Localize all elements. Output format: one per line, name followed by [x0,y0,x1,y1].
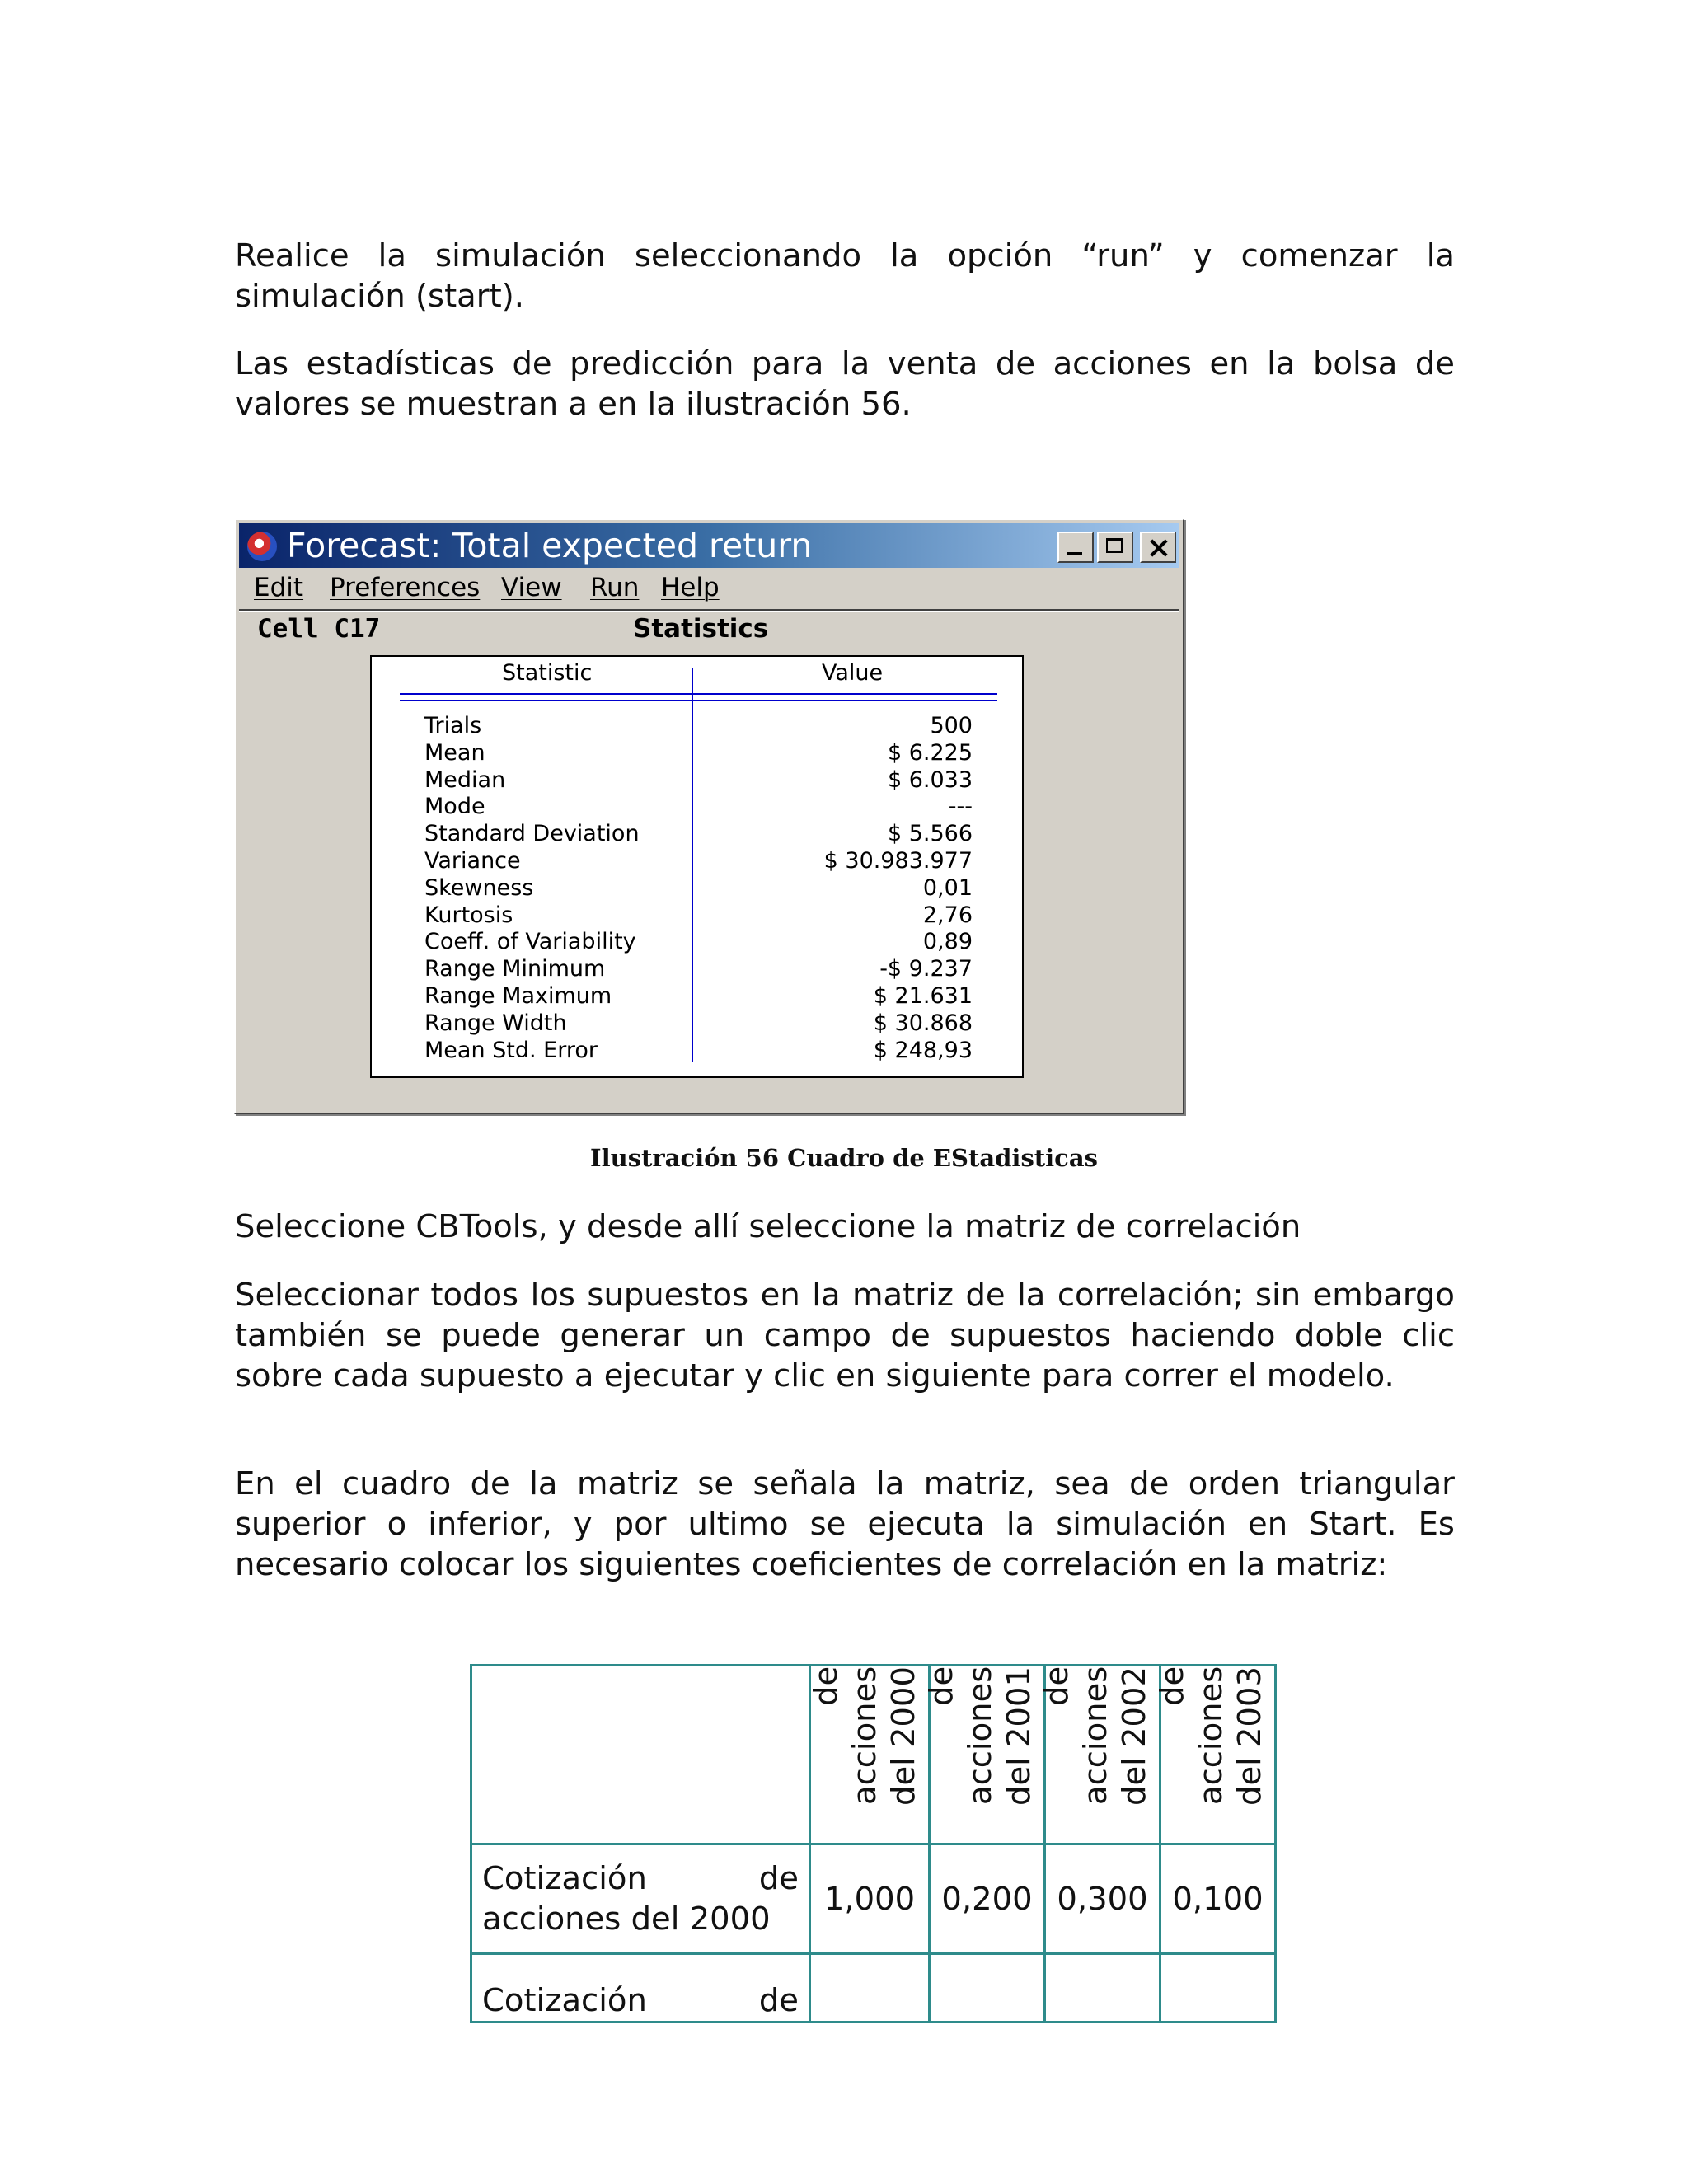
stat-label: Median [424,766,506,793]
column-header [1154,1666,1276,1844]
stat-label: Trials [424,713,482,738]
correlation-matrix-table [470,1664,1277,2023]
row-label: acciones del 2000 [482,1900,771,1938]
matrix-value: 0,300 [1045,1844,1160,1954]
column-header-value: Value [822,660,884,686]
menu-preferences[interactable]: Preferences [330,573,481,602]
column-header-text: de acciones del 2003 [1154,1666,1268,1807]
header-divider [400,693,997,695]
stat-label: Range Maximum [424,983,612,1009]
stat-label: Range Minimum [424,956,606,982]
stat-label: Skewness [424,874,534,901]
column-header [1039,1666,1160,1844]
statistics-table [370,655,1024,1078]
menu-help[interactable]: Help [661,573,720,602]
column-header-statistic: Statistic [502,660,593,686]
crystal-ball-icon [247,532,277,561]
matrix-value: 1,000 [810,1844,930,1954]
stat-value: $ 6.225 [887,739,973,766]
paragraph-cbtools: Seleccione CBTools, y desde allí seleccione la matriz de correlación [235,1208,1301,1245]
stat-value: -$ 9.237 [879,956,973,982]
row-label-cell [471,1844,810,1954]
matrix-empty-cell [1045,1954,1160,2022]
forecast-window [234,518,1184,1114]
table-header-row [471,1666,1276,1844]
matrix-empty-cell [1160,1954,1276,2022]
matrix-value: 0,200 [930,1844,1045,1954]
paragraph-forecast-statistics: Las estadísticas de predicción para la venta de acciones en la bolsa de valores se muestran a en la ilustración 56. [235,345,1455,423]
stat-label: Mean [424,739,485,766]
stat-value: $ 5.566 [887,821,973,847]
stat-value: $ 21.631 [873,983,973,1009]
matrix-empty-cell [930,1954,1045,2022]
paragraph-matrix-order: En el cuadro de la matriz se señala la matriz, sea de orden triangular superior o inferior, y por ultimo se ejecuta la simulación en Start. Es necesario colocar los siguientes coeficientes de correlación en la matriz: [235,1465,1455,1583]
column-header [923,1666,1045,1844]
menu-run[interactable]: Run [590,573,640,602]
paragraph-run-simulation: Realice la simulación seleccionando la opción “run” y comenzar la simulación (start). [235,237,1455,315]
window-titlebar[interactable] [239,523,1179,568]
table-row [471,1954,1276,2022]
close-button[interactable] [1140,532,1176,563]
stat-label: Standard Deviation [424,821,640,847]
maximize-button[interactable] [1097,532,1133,563]
column-header [810,1666,930,1844]
stat-value: $ 30.868 [873,1010,973,1036]
table-row [471,1844,1276,1954]
stat-label: Variance [424,848,521,874]
matrix-empty-cell [810,1954,930,2022]
stat-label: Coeff. of Variability [424,929,636,955]
header-divider [400,700,997,701]
stat-label: Kurtosis [424,902,513,928]
cell-label: Cell C17 [257,614,381,644]
stat-value: 0,89 [922,929,973,955]
column-divider [692,668,693,1062]
stat-label: Mode [424,794,485,820]
figure-caption: Ilustración 56 Cuadro de EStadisticas [590,1144,1098,1172]
minimize-button[interactable] [1057,532,1094,563]
table-corner-cell [471,1666,810,1844]
row-label: Cotización de [482,1860,799,1897]
stat-label: Mean Std. Error [424,1037,598,1063]
stat-value: $ 248,93 [873,1037,973,1063]
stat-value: 0,01 [922,874,973,901]
stat-label: Range Width [424,1010,567,1036]
stat-value: --- [948,794,973,820]
row-label-cell [471,1954,810,2022]
stat-value: 2,76 [922,902,973,928]
stat-value: 500 [930,713,973,738]
paragraph-select-assumptions: Seleccionar todos los supuestos en la matriz de la correlación; sin embargo también se puede generar un campo de supuestos haciendo doble clic sobre cada supuesto a ejecutar y clic en siguiente para correr el modelo. [235,1277,1455,1394]
menu-edit[interactable]: Edit [254,573,304,602]
matrix-value: 0,100 [1160,1844,1276,1954]
column-header-text: de acciones del 2000 [808,1666,922,1807]
column-header-text: de acciones del 2002 [1039,1666,1153,1807]
window-title: Forecast: Total expected return [287,526,813,565]
stat-value: $ 30.983.977 [823,848,973,874]
column-header-text: de acciones del 2001 [923,1666,1038,1807]
stat-value: $ 6.033 [887,766,973,793]
menu-view[interactable]: View [501,573,562,602]
menu-bar [239,568,1179,611]
statistics-title: Statistics [633,614,769,644]
row-label: Cotización de [482,1982,799,2019]
